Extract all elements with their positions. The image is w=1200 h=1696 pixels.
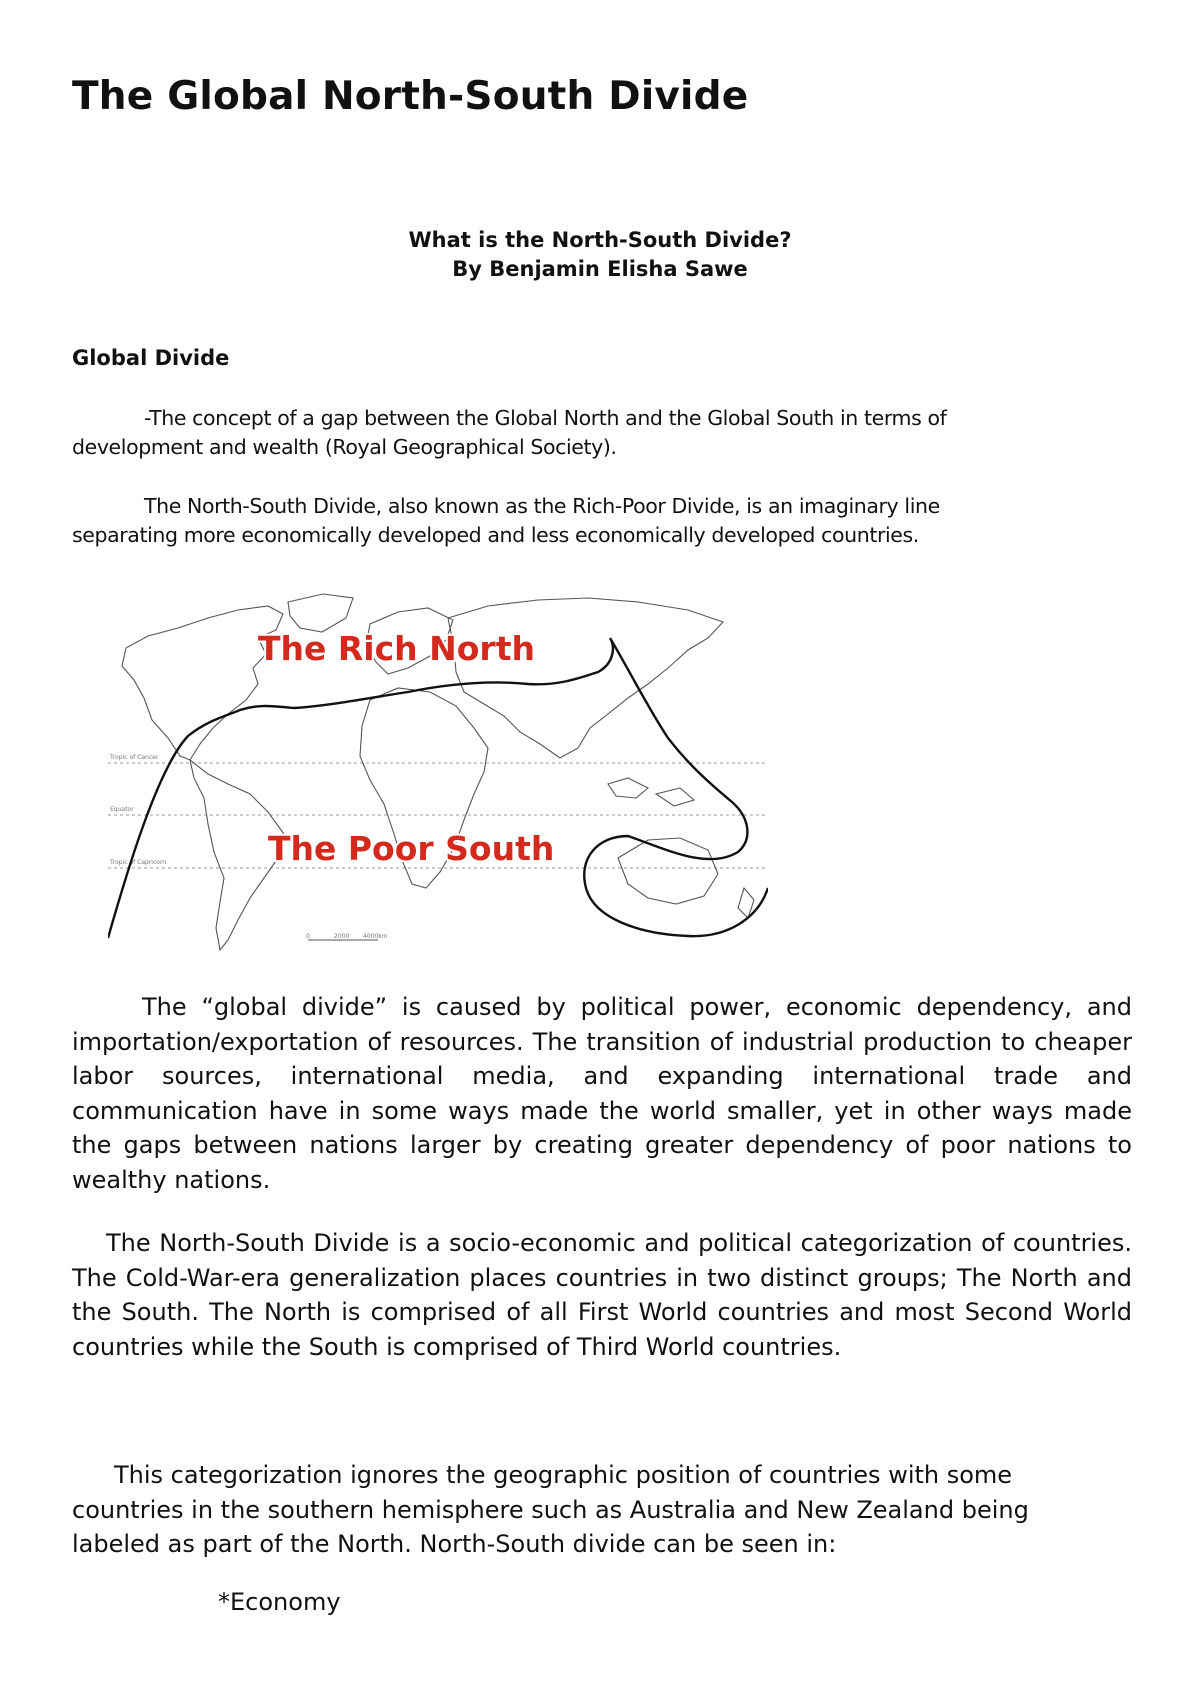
socio-economic-paragraph [72, 1226, 1132, 1364]
north-south-divide-line [108, 638, 768, 938]
greenland-outline [288, 594, 353, 632]
article-title: What is the North-South Divide? [408, 228, 792, 252]
rich-poor-line-1: The North-South Divide, also known as the Rich-Poor Divide, is an imaginary line [144, 494, 940, 518]
socio-economic-text: The North-South Divide is a socio-economic and political categorization of countries. The Cold-War-era generalization places countries in two distinct groups; The North and the South. The North is comprised of all First World countries and most Second World countries while the South is comprised of Third World countries. [72, 1229, 1132, 1361]
poor-south-label: The Poor South [268, 829, 555, 868]
tropic-of-cancer-label: Tropic of Cancer [110, 754, 159, 761]
bullet-economy: *Economy [218, 1588, 341, 1616]
map-scale-bar [306, 933, 388, 940]
world-map-figure [108, 588, 768, 958]
global-divide-causes-paragraph [72, 990, 1132, 1197]
definition-paragraph [72, 404, 1092, 462]
scale-label-4000: 4000km [363, 933, 388, 940]
equator-label: Equator [110, 806, 134, 813]
rich-north-label: The Rich North [258, 629, 535, 668]
definition-line-2: development and wealth (Royal Geographical Society). [72, 435, 617, 459]
definition-line-1: -The concept of a gap between the Global North and the Global South in terms of [144, 406, 947, 430]
categorization-line-1: This categorization ignores the geographic position of countries with some [114, 1461, 1013, 1489]
global-divide-causes-text: The “global divide” is caused by political power, economic dependency, and importation/exportation of resources. The transition of industrial production to cheaper labor sources, international media, and expanding international trade and communication have in some ways made the world smaller, yet in other ways made the gaps between nations larger by creating greater dependency of poor nations to wealthy nations. [72, 993, 1132, 1194]
categorization-line-2: countries in the southern hemisphere such as Australia and New Zealand being [72, 1495, 1029, 1524]
asia-outline [448, 598, 723, 758]
north-south-map [108, 588, 768, 958]
rich-poor-paragraph [72, 492, 1092, 550]
rich-poor-line-2: separating more economically developed and less economically developed countries. [72, 523, 919, 547]
categorization-line-3: labeled as part of the North. North-South divide can be seen in: [72, 1530, 837, 1558]
scale-label-2000: 2000 [334, 933, 350, 940]
section-heading: Global Divide [72, 346, 230, 370]
australia-outline [618, 838, 718, 904]
southeast-asia-islands-outline [608, 778, 694, 806]
scale-label-0: 0 [306, 933, 310, 940]
tropic-of-capricorn-label: Tropic of Capricorn [110, 859, 167, 866]
page-title: The Global North-South Divide [72, 74, 749, 119]
categorization-paragraph [72, 1458, 1132, 1562]
article-author: By Benjamin Elisha Sawe [452, 257, 748, 281]
